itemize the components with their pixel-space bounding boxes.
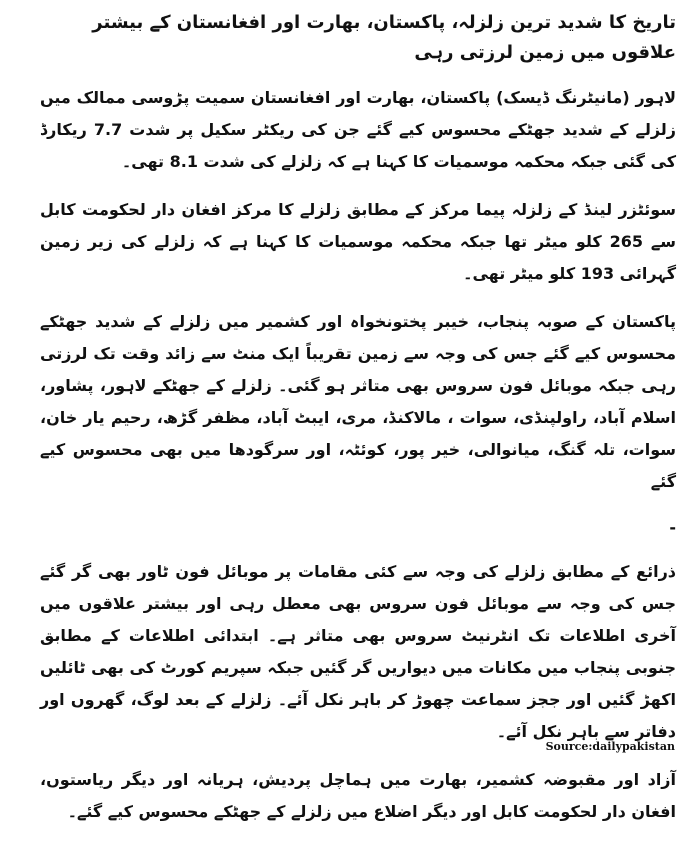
article-body (40, 8, 676, 844)
article-paragraph-3: پاکستان کے صوبہ پنجاب، خیبر پختونخواہ اور کشمیر میں زلزلے کے شدید جھٹکے محسوس کیے گئے جس کی وجہ سے زمین تقریباً ایک منٹ سے زائد وقت تک لرزتی رہی جبکہ موبائل فون سروس بھی متاثر ہو گئی۔ زلزلے کے جھٹکے لاہور، پشاور، اسلام آباد، راولپنڈی، سوات ، مالاکنڈ، مری، ایبٹ آباد، مظفر گڑھ، رحیم یار خان، سوات، تلہ گنگ، میانوالی، خیر پور، کوئٹہ، اور سرگودھا میں بھی محسوس کیے گئے (40, 312, 676, 491)
article-paragraph-1: لاہور (مانیٹرنگ ڈیسک) پاکستان، بھارت اور افغانستان سمیت پڑوسی ممالک میں زلزلے کے شدید جھٹکے محسوس کیے گئے جن کی ریکٹر سکیل پر شدت 7.7 ریکارڈ کی گئی جبکہ محکمہ موسمیات کا کہنا ہے کہ زلزلے کی شدت 8.1 تھی۔ (40, 88, 676, 171)
source-credit: Source:dailypakistan (545, 740, 675, 753)
article-paragraph-4: ذرائع کے مطابق زلزلے کی وجہ سے کئی مقامات پر موبائل فون ٹاور بھی گر گئے جس کی وجہ سے موبائل فون سروس بھی معطل رہی اور بیشتر علاقوں میں آخری اطلاعات تک انٹرنیٹ سروس بھی متاثر ہے۔ ابتدائی اطلاعات کے مطابق جنوبی پنجاب میں مکانات میں دیواریں گر گئیں جبکہ سپریم کورٹ کی بھی ٹائلیں اکھڑ گئیں اور ججز سماعت چھوڑ کر باہر نکل آئے۔ زلزلے کے بعد لوگ، گھروں اور دفاتر سے باہر نکل آئے۔ (40, 562, 676, 741)
article-paragraph-2: سوئٹزر لینڈ کے زلزلہ پیما مرکز کے مطابق زلزلے کا مرکز افغان دار لحکومت کابل سے 265 کلو میٹر تھا جبکہ محکمہ موسمیات کا کہنا ہے کہ زلزلے کی زیر زمین گہرائی 193 کلو میٹر تھی۔ (40, 200, 676, 283)
article-headline: تاریخ کا شدید ترین زلزلہ، پاکستان، بھارت اور افغانستان کے بیشتر علاقوں میں زمین لرزتی رہی (92, 12, 676, 63)
paragraph-separator: - (669, 518, 676, 537)
article-paragraph-5: آزاد اور مقبوضہ کشمیر، بھارت میں ہماچل پردیش، ہریانہ اور دیگر ریاستوں، افغان دار لحکومت کابل اور دیگر اضلاع میں زلزلے کے جھٹکے محسوس کیے گئے۔ (40, 770, 676, 821)
